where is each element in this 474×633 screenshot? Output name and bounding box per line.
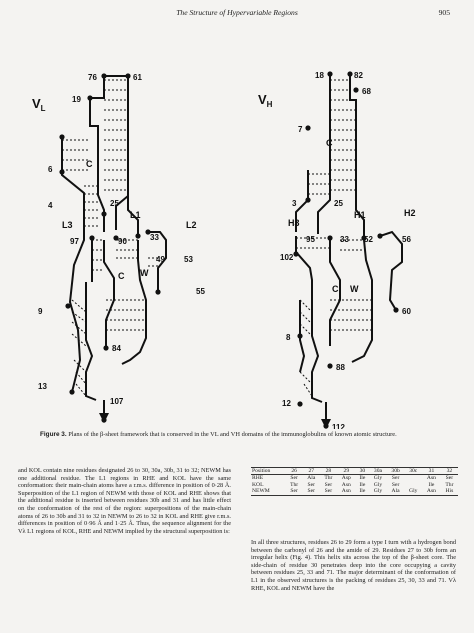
table-cell: Ala [387, 488, 405, 495]
vh-res-56: 56 [402, 235, 411, 244]
vh-labels [258, 71, 416, 429]
vl-residue-dots [59, 73, 160, 422]
vh-c-marker-lower: C [332, 284, 339, 294]
vh-w-marker: W [350, 284, 359, 294]
vh-loop-h2: H2 [404, 208, 416, 218]
vl-res-6: 6 [48, 165, 53, 174]
vh-diagram [296, 74, 402, 424]
table-header-cell: Position [251, 468, 286, 475]
table-cell: Ile [359, 475, 366, 482]
table-cell: NEWM [251, 488, 286, 495]
table-cell: KOL [252, 481, 264, 488]
table-cell: Ser [324, 481, 333, 488]
vl-w-marker: W [140, 268, 149, 278]
vl-res-97: 97 [70, 237, 79, 246]
vh-res-68: 68 [362, 87, 371, 96]
table-header-cell: 31 [422, 468, 441, 475]
vl-labels [32, 73, 205, 406]
table-cell: Ile [428, 481, 435, 488]
figure-caption [40, 431, 450, 439]
vh-res-112: 112 [332, 423, 345, 429]
vl-res-33: 33 [150, 233, 159, 242]
table-cell: His [441, 488, 458, 495]
table-cell: Ser [286, 488, 303, 495]
left-column-text: and KOL contain nine residues designated 26 to 30, 30a, 30b, 31 to 32; NEWM has one additional residue. The L1 regions in RHE and KOL have the same conformation: their main-chain atoms have a r.m.s. difference in position of 0·28 Å. Superposition of the L1 region of NEWM with those of KOL and RHE shows that the additional residue is inserted between residues 30b and 31 and has little effect on the conformation of the rest of the region: superpositions of the main-chain atoms of 26 to 30b and 31 to 32 in NEWM to 26 to 32 in KOL and RHE give r.m.s. differences in position of 0·96 Å and 1·25 Å. Thus, the sequence alignment for the Vλ L1 regions of KOL, RHE and NEWM implied by the structural superposition is: [18, 467, 231, 535]
vl-res-25: 25 [110, 199, 119, 208]
vh-strand-path-5 [352, 240, 372, 362]
table-cell: Ser [307, 481, 315, 488]
vl-loop-l2: L2 [186, 220, 197, 230]
table-row [251, 488, 458, 495]
vh-c-marker: C [326, 138, 333, 148]
vl-res-53: 53 [184, 255, 193, 264]
table-header-cell: 30 [356, 468, 369, 475]
table-cell: Ser [320, 488, 337, 495]
table-header-cell: 32 [441, 468, 458, 475]
vh-res-3: 3 [292, 199, 297, 208]
table-header-cell: 26 [286, 468, 303, 475]
table-cell: Asn [426, 475, 436, 482]
table-cell: Ile [356, 488, 369, 495]
table-cell [404, 475, 422, 482]
vl-strand-path-1 [62, 135, 84, 392]
vl-diagram [62, 76, 166, 418]
table-header-cell: 29 [337, 468, 356, 475]
vh-res-12: 12 [282, 399, 291, 408]
table-cell: RHE [252, 475, 264, 482]
vh-domain-label: $V_H$ [258, 92, 273, 109]
vl-res-61: 61 [133, 73, 142, 82]
table-cell: Asn [337, 488, 356, 495]
vh-res-8: 8 [286, 333, 291, 342]
table-cell: Gly [369, 488, 387, 495]
vl-res-76: 76 [88, 73, 97, 82]
sequence-alignment-table [251, 467, 458, 496]
vl-loop-l3: L3 [62, 220, 73, 230]
vl-c-marker: C [86, 159, 93, 169]
vl-domain-label: $V_L$ [32, 96, 46, 113]
vh-loop-h1: H1 [354, 210, 366, 220]
table-header-cell: 30c [404, 468, 422, 475]
table-cell: Gly [404, 488, 422, 495]
table-cell: Ser [391, 481, 400, 488]
vl-res-55: 55 [196, 287, 205, 296]
vl-strand-path-7 [86, 282, 96, 400]
table-cell: Gly [373, 475, 383, 482]
beta-sheet-figure [0, 44, 474, 429]
table-cell: Thr [445, 481, 454, 488]
vl-res-19: 19 [72, 95, 81, 104]
vh-res-52: 52 [364, 235, 373, 244]
vl-strand-path-6 [122, 240, 146, 364]
table-header-cell: 30b [387, 468, 405, 475]
figure-caption-text: Plans of the β-sheet framework that is conserved in the VL and VH domains of the immunoglobulins of known atomic structure. [68, 431, 397, 438]
vh-strand-path-1 [318, 74, 330, 234]
vh-res-102: 102 [280, 253, 294, 262]
vl-strand-path-5 [104, 240, 114, 346]
vh-res-95: 95 [306, 235, 315, 244]
table-cell: Ser [290, 475, 298, 482]
vh-res-33: 33 [340, 235, 349, 244]
vl-loop-l1: L1 [130, 210, 141, 220]
table-cell: Ala [307, 475, 316, 482]
vl-res-49: 49 [156, 255, 165, 264]
vh-loop-h3: H3 [288, 218, 300, 228]
vl-res-107: 107 [110, 397, 124, 406]
table-cell: Asn [422, 488, 441, 495]
table-cell: Ser [445, 475, 454, 482]
right-column-text: In all three structures, residues 26 to 29 form a type I turn with a hydrogen bond between the carbonyl of 26 and the amide of 29. Residues 27 to 30b form an irregular helix (Fig. 4). This helix sits across the top of the β-sheet core. The side-chain of residue 30 penetrates deep into the core occupying a cavity between residues 25, 33 and 71. The major determinant of the conformation of L1 in the observed structures is the packing of residues 25, 30, 33 and 71. Vλ RHE, KOL and NEWM have the [251, 539, 456, 592]
vh-res-88: 88 [336, 363, 345, 372]
vl-strand-path-4 [116, 120, 128, 230]
vl-res-84: 84 [112, 344, 121, 353]
vl-res-4: 4 [48, 201, 53, 210]
vh-res-7: 7 [298, 125, 303, 134]
table-cell: Thr [290, 481, 299, 488]
table-header-cell: 28 [320, 468, 337, 475]
vl-res-9: 9 [38, 307, 43, 316]
vh-strand-path-7 [380, 232, 402, 310]
table-header-cell: 27 [303, 468, 320, 475]
table-cell: Ile [359, 481, 366, 488]
table-cell: Ser [391, 475, 400, 482]
running-title: The Structure of Hypervariable Regions [176, 8, 298, 17]
vh-res-25: 25 [334, 199, 343, 208]
table-cell: Asn [341, 481, 351, 488]
vh-res-60: 60 [402, 307, 411, 316]
vh-res-18: 18 [315, 71, 324, 80]
table-header-row [251, 468, 458, 475]
table-cell: Ser [303, 488, 320, 495]
table-header-cell: 30a [369, 468, 387, 475]
vl-res-13: 13 [38, 382, 47, 391]
vl-res-90: 90 [118, 237, 127, 246]
page-number: 905 [438, 8, 450, 17]
table-cell: Asp [341, 475, 351, 482]
table-cell: Gly [373, 481, 383, 488]
vl-c-marker-lower: C [118, 271, 125, 281]
table-cell: Thr [324, 475, 333, 482]
figure-caption-label: Figure 3. [40, 431, 67, 438]
table-row [251, 475, 458, 482]
vh-res-82: 82 [354, 71, 363, 80]
